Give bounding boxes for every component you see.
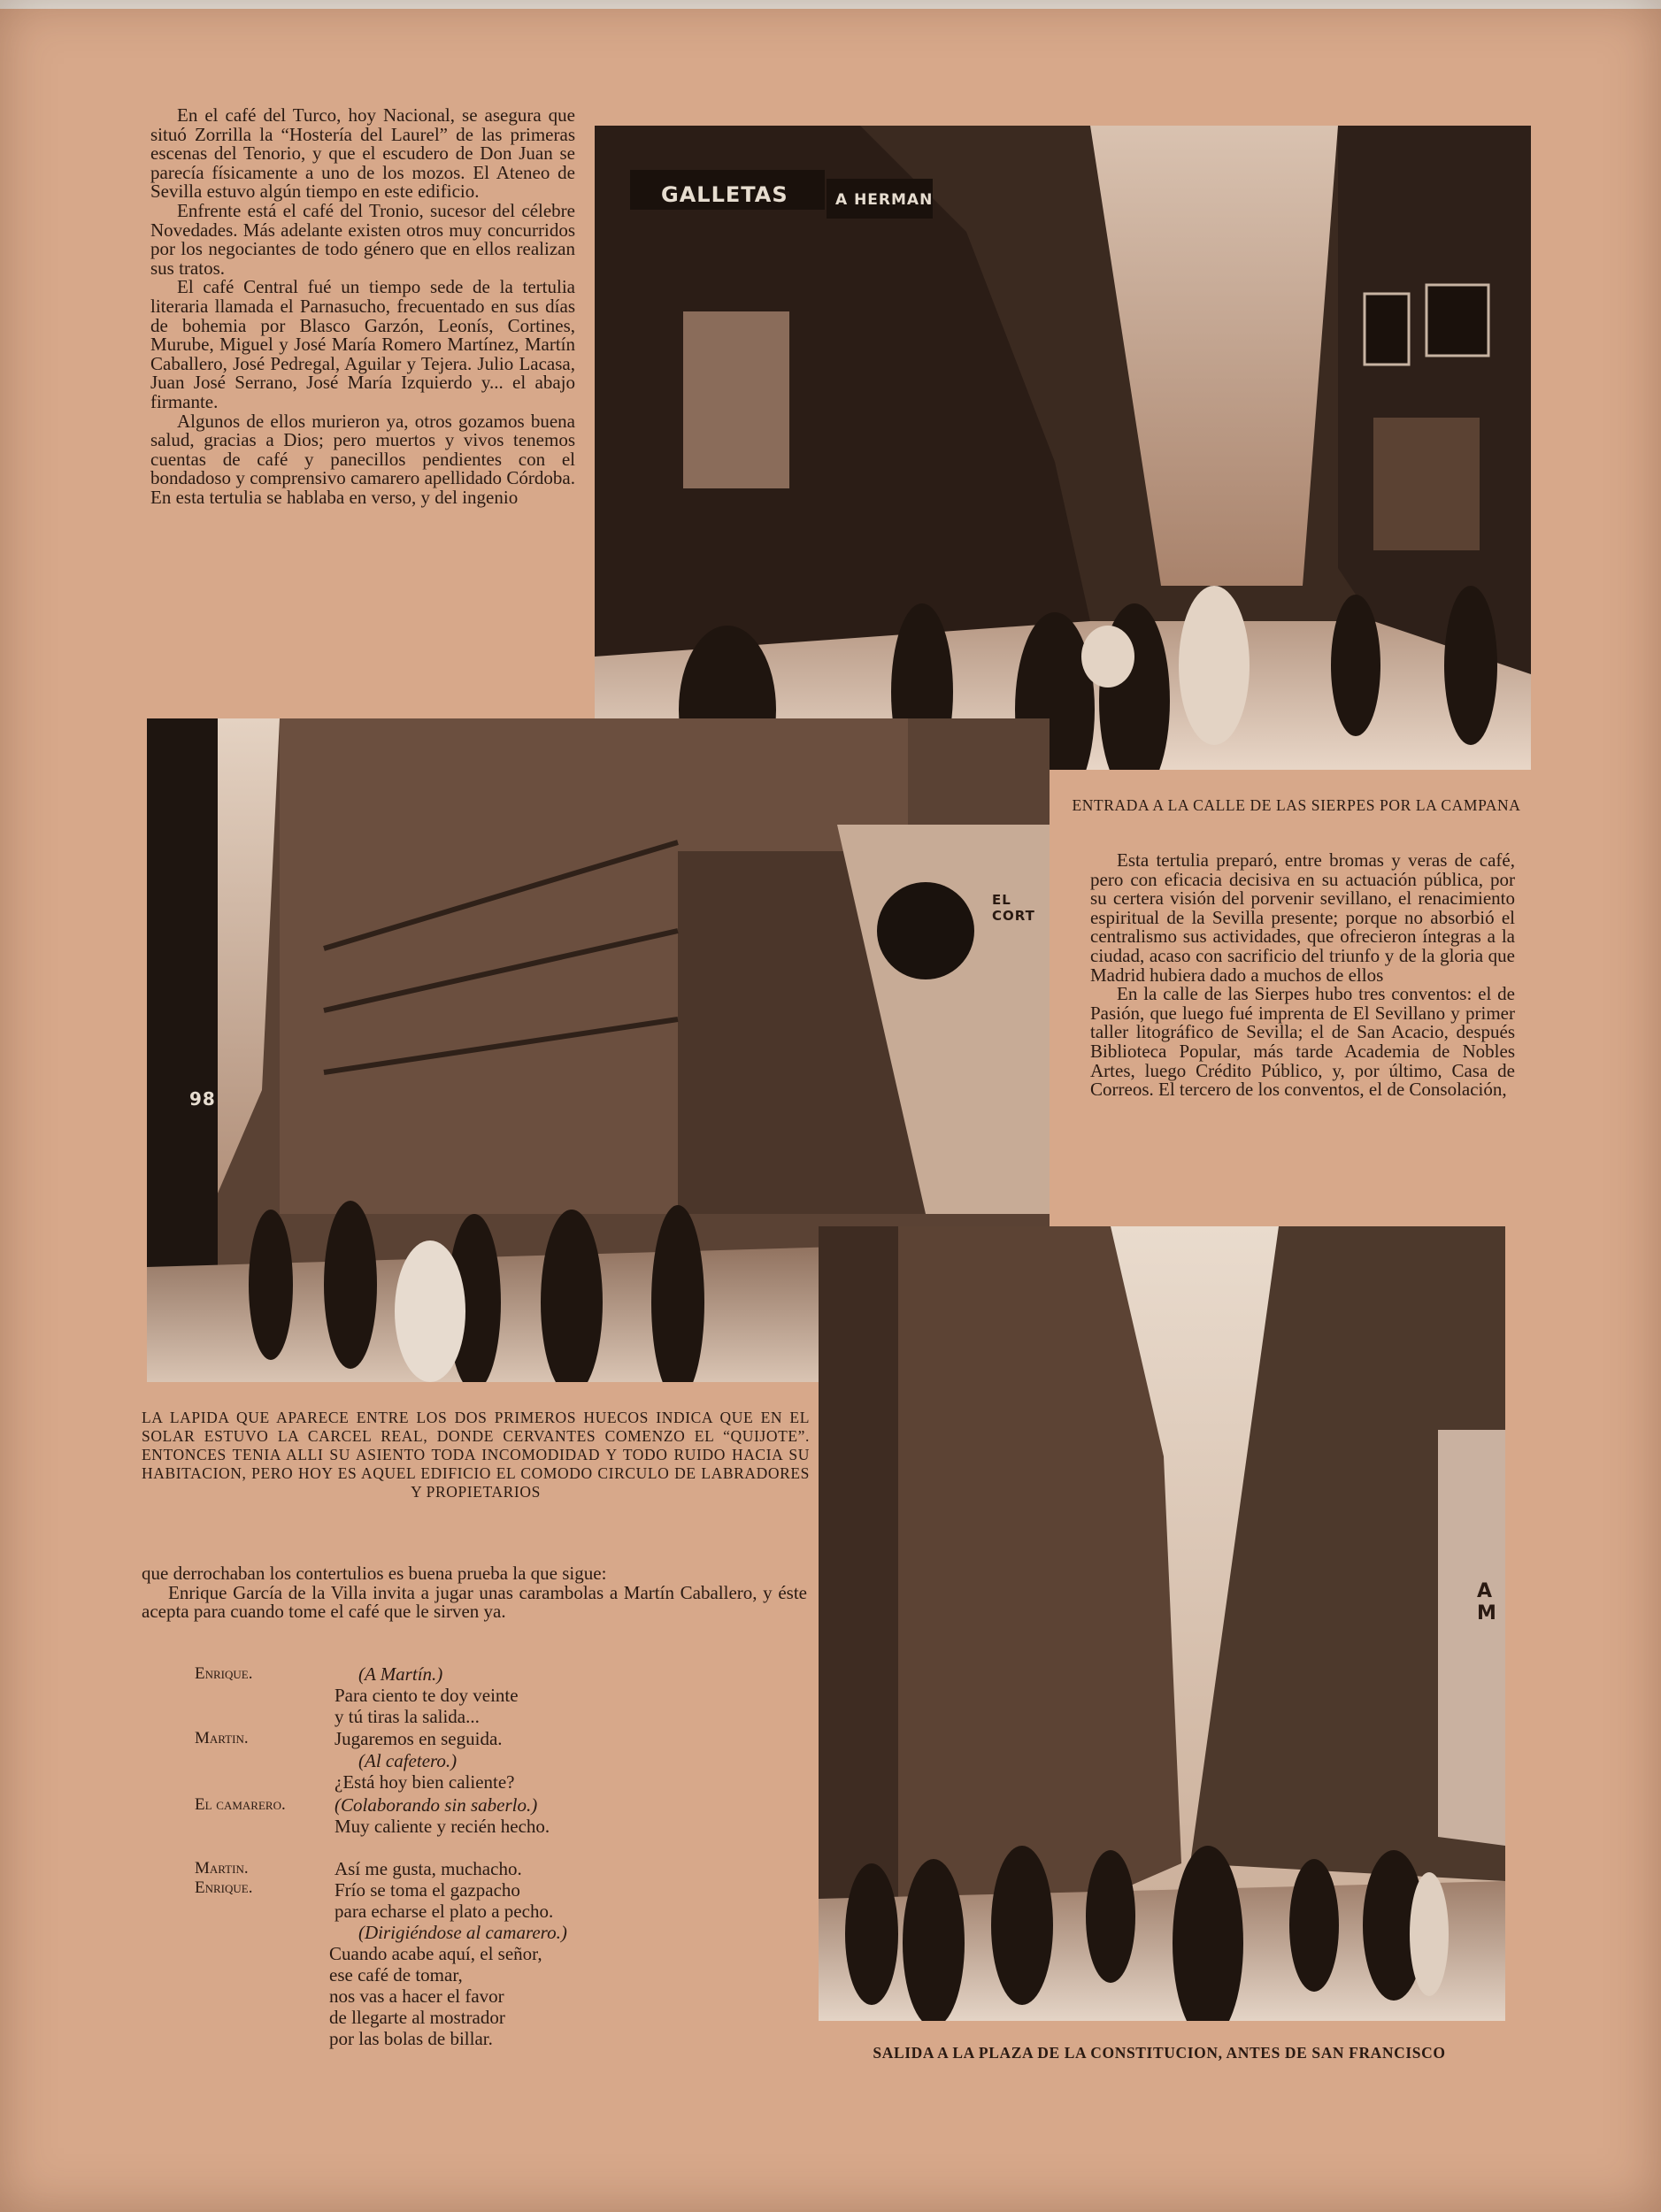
paragraph: Enfrente está el café del Tronio, sucesor del célebre Novedades. Más adelante existen otros muy concurridos por los negociantes de todo género que en ellos realizan sus tratos. [150,199,575,279]
photo-entrada-sierpes [595,126,1531,770]
speaker-camarero: El camarero. [195,1795,286,1814]
paragraph: Esta tertulia preparó, entre bromas y veras de café, pero con eficacia decisiva en su actuación pública, por su certera visión del porvenir sevillano, el renacimiento espiritual de la Sevilla presente; porque no absorbió el centralismo sus actividades, que ofrecieron íntegras a la ciudad, acaso con sacrificio del triunfo y de la gloria que Madrid hubiera dado a muchos de ellos [1090,849,1515,986]
stage-direction: (Dirigiéndose al camarero.) [358,1922,567,1943]
caption-lapida: LA LAPIDA QUE APARECE ENTRE LOS DOS PRIMEROS HUECOS INDICA QUE EN EL SOLAR ESTUVO LA CARCEL REAL, DONDE CERVANTES COMENZO EL “QUIJOTE”. ENTONCES TENIA ALLI SU ASIENTO TODA INCOMODIDAD Y TODO RUIDO HACIA SU HABITACION, PERO HOY ES AQUEL EDIFICIO EL COMODO CIRCULO DE LABRADORES Y PROPIETARIOS [142,1409,810,1501]
verse-line: por las bolas de billar. [329,2028,493,2049]
stage-direction: (Colaborando sin saberlo.) [335,1794,538,1816]
verse-line: Cuando acabe aquí, el señor, [329,1943,542,1964]
stage-direction: (Al cafetero.) [358,1750,458,1771]
verse-line: Para ciento te doy veinte [335,1685,519,1706]
verse-line: Muy caliente y recién hecho. [335,1816,550,1837]
sign-a-m: A M [1477,1580,1497,1624]
sign-el-corte: EL CORT [992,892,1035,924]
verse-line: ¿Está hoy bien caliente? [335,1771,515,1793]
photo-salida-plaza [819,1226,1505,2021]
speaker-enrique: Enrique. [195,1664,253,1683]
verse-line: Frío se toma el gazpacho [335,1879,520,1901]
stage-direction: (A Martín.) [358,1663,443,1685]
caption-salida-plaza: SALIDA A LA PLAZA DE LA CONSTITUCION, ANTES DE SAN FRANCISCO [873,2044,1446,2062]
sign-number-98: 98 [189,1088,216,1110]
column-right [1090,851,1515,1100]
paragraph: Enrique García de la Villa invita a jugar unas carambolas a Martín Caballero, y éste acepta para cuando tome el café que le sirven ya. [142,1581,807,1623]
paragraph: que derrochaban los contertulios es buena prueba la que sigue: [142,1563,607,1584]
dialogue-verse [168,1663,664,2053]
paragraph: El café Central fué un tiempo sede de la tertulia literaria llamada el Parnasucho, frecuentado en sus días de bohemia por Blasco Garzón, Leonís, Cortines, Murube, Miguel y José María Romero Martínez, Martín Caballero, José Pedregal, Aguilar y Tejera. Julio Lacasa, Juan José Serrano, José María Izquierdo y... el abajo firmante. [150,276,575,412]
column-top-left [150,106,575,507]
speaker-martin: Martin. [195,1729,249,1747]
speaker-enrique: Enrique. [195,1878,253,1897]
sign-hermanos: A HERMAN [835,191,934,209]
verse-line: ese café de tomar, [329,1964,463,1985]
page-top-edge [0,0,1661,9]
verse-line: para echarse el plato a pecho. [335,1901,554,1922]
paragraph: En el café del Turco, hoy Nacional, se asegura que situó Zorrilla la “Hostería del Laurel” de las primeras escenas del Tenorio, y que el escudero de Don Juan se parecía físicamente a uno de los mozos. El Ateneo de Sevilla estuvo algún tiempo en este edificio. [150,104,575,203]
verse-line: Jugaremos en seguida. [335,1728,503,1749]
caption-entrada-sierpes: ENTRADA A LA CALLE DE LAS SIERPES POR LA CAMPANA [1072,796,1521,814]
verse-line: de llegarte al mostrador [329,2007,505,2028]
verse-line: y tú tiras la salida... [335,1706,480,1727]
sign-galletas: GALLETAS [661,182,788,207]
verse-line: Así me gusta, muchacho. [335,1858,522,1879]
paragraph: Algunos de ellos murieron ya, otros gozamos buena salud, gracias a Dios; pero muertos y vivos tenemos cuentas de café y panecillos pendientes con el bondadoso y comprensivo camarero apellidado Córdoba. En esta tertulia se hablaba en verso, y del ingenio [150,410,575,508]
column-bottom-left [142,1564,807,1622]
paragraph: En la calle de las Sierpes hubo tres conventos: el de Pasión, que luego fué imprenta de El Sevillano y primer taller litográfico de Sevilla; el de San Acacio, después Biblioteca Popular, más tarde Academia de Nobles Artes, luego Crédito Público, y, por último, Casa de Correos. El tercero de los conventos, el de Consolación, [1090,983,1515,1101]
verse-line: nos vas a hacer el favor [329,1985,504,2007]
speaker-martin: Martin. [195,1859,249,1878]
